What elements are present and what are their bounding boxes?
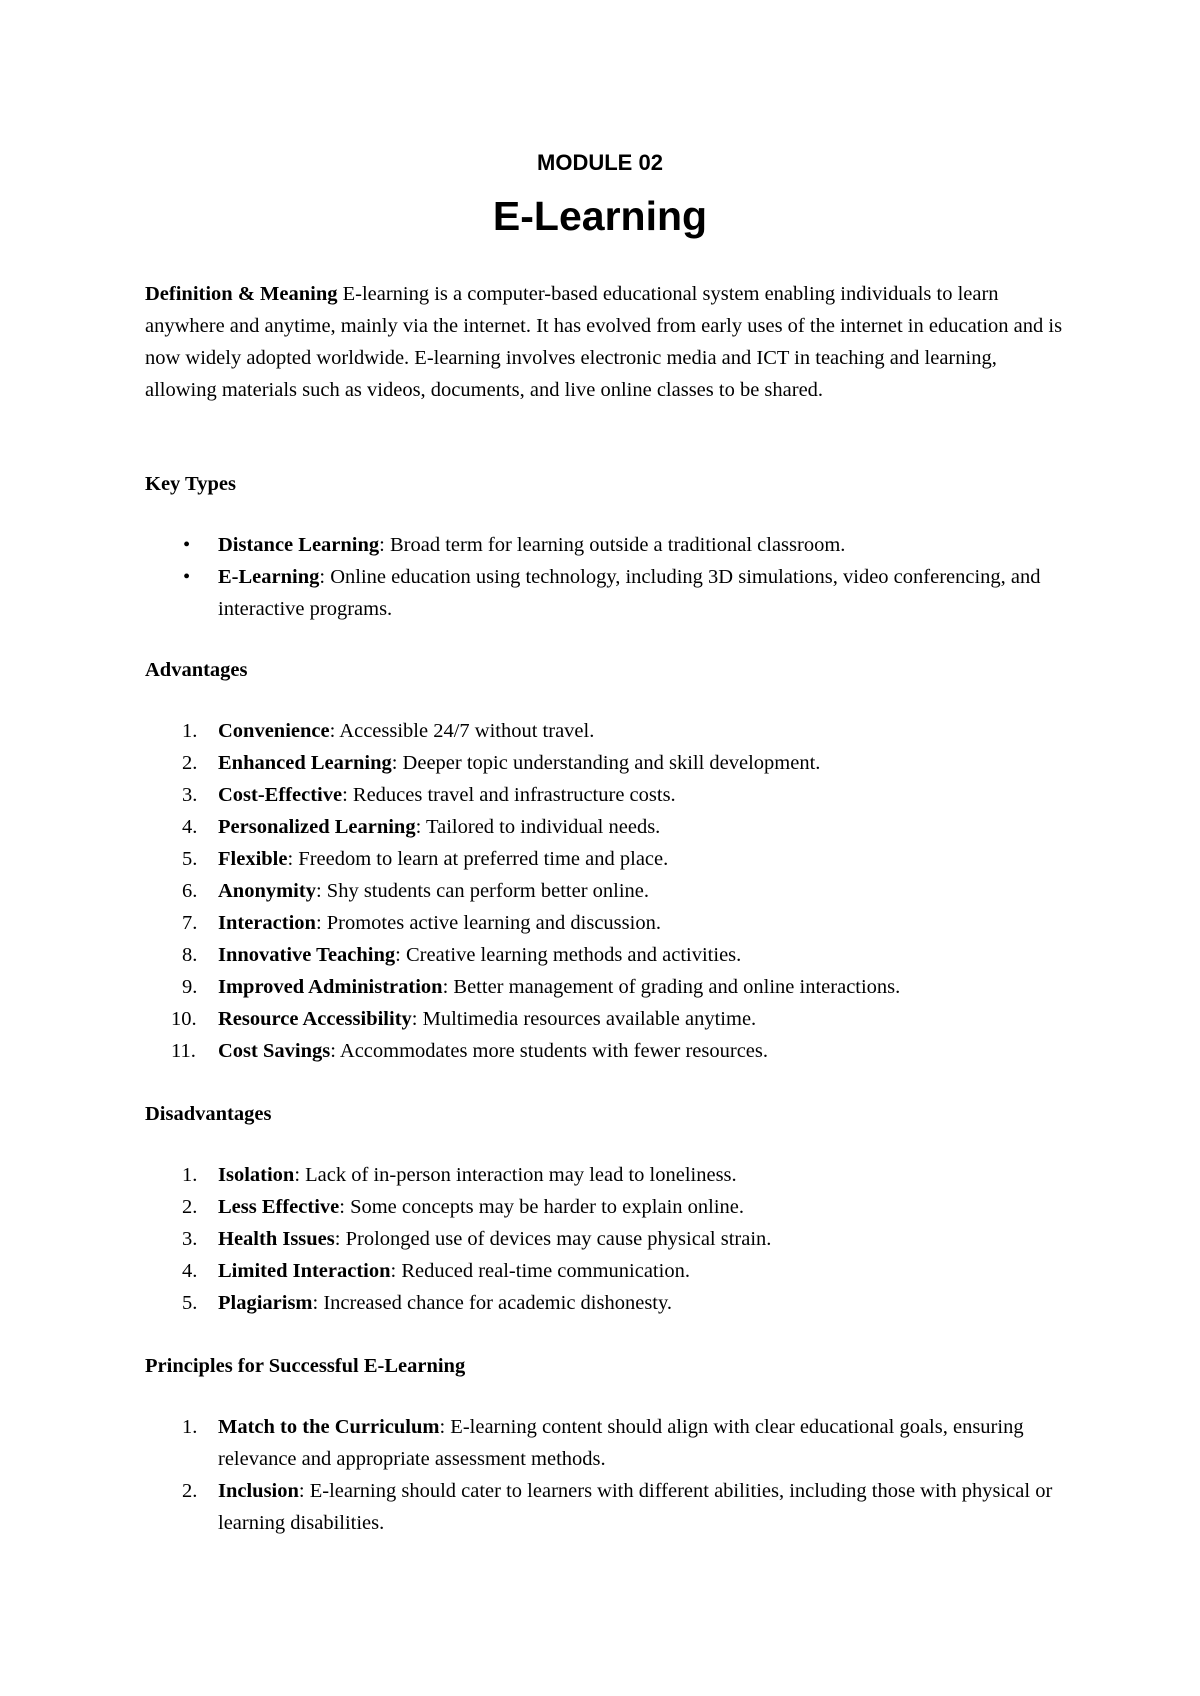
- list-item: [145, 1255, 1065, 1287]
- item-term: Enhanced Learning: [218, 752, 392, 774]
- item-text: : Reduced real-time communication.: [390, 1260, 690, 1282]
- item-text: : Online education using technology, including 3D simulations, video conferencing, and interactive programs.: [218, 566, 1041, 620]
- item-term: Flexible: [218, 848, 288, 870]
- item-text: : Accessible 24/7 without travel.: [329, 720, 595, 742]
- item-number: 2.: [182, 752, 198, 774]
- item-text: : Tailored to individual needs.: [415, 816, 661, 838]
- item-term: Health Issues: [218, 1228, 335, 1250]
- item-number: 5.: [182, 1292, 198, 1314]
- item-number: 1.: [182, 1164, 198, 1186]
- key-types-heading: Key Types: [145, 473, 236, 495]
- definition-text: E-learning is a computer-based educational system enabling individuals to learn anywhere and anytime, mainly via the internet. It has evolved from early uses of the internet in education and is now widely adopted worldwide. E-learning involves electronic media and ICT in teaching and learning, allowing materials such as videos, documents, and live online classes to be shared.: [145, 283, 1063, 401]
- definition-term: Definition & Meaning: [145, 283, 338, 305]
- item-term: Personalized Learning: [218, 816, 416, 838]
- definition-paragraph: [145, 278, 1065, 406]
- bullet-marker: •: [183, 566, 191, 588]
- item-text: : Broad term for learning outside a traditional classroom.: [379, 534, 846, 556]
- list-item: [145, 715, 1065, 747]
- list-item: [145, 1287, 1065, 1319]
- disadvantages-heading: Disadvantages: [145, 1103, 272, 1125]
- item-number: 3.: [182, 1228, 198, 1250]
- item-term: Improved Administration: [218, 976, 443, 998]
- list-item: [145, 1475, 1065, 1539]
- advantages-heading: Advantages: [145, 659, 248, 681]
- list-item: [145, 875, 1065, 907]
- item-term: Anonymity: [218, 880, 316, 902]
- item-term: Limited Interaction: [218, 1260, 391, 1282]
- list-item: [145, 1411, 1065, 1475]
- item-term: Isolation: [218, 1164, 295, 1186]
- item-text: : Deeper topic understanding and skill development.: [391, 752, 821, 774]
- item-term: Resource Accessibility: [218, 1008, 412, 1030]
- item-number: 1.: [182, 720, 198, 742]
- item-number: 2.: [182, 1480, 198, 1502]
- list-item: [145, 1003, 1065, 1035]
- item-number: 10.: [171, 1008, 197, 1030]
- list-item: [145, 779, 1065, 811]
- list-item: [145, 561, 1065, 625]
- item-text: : E-learning should cater to learners with different abilities, including those with physical or learning disabilities.: [218, 1480, 1053, 1534]
- list-item: [145, 971, 1065, 1003]
- item-number: 11.: [171, 1040, 196, 1062]
- item-number: 7.: [182, 912, 198, 934]
- list-item: [145, 907, 1065, 939]
- item-number: 5.: [182, 848, 198, 870]
- item-number: 4.: [182, 816, 198, 838]
- item-term: Distance Learning: [218, 534, 380, 556]
- item-text: : Lack of in-person interaction may lead to loneliness.: [294, 1164, 737, 1186]
- item-term: Inclusion: [218, 1480, 299, 1502]
- item-term: Match to the Curriculum: [218, 1416, 440, 1438]
- item-number: 6.: [182, 880, 198, 902]
- item-number: 3.: [182, 784, 198, 806]
- item-text: : Freedom to learn at preferred time and place.: [287, 848, 669, 870]
- item-text: : Accommodates more students with fewer resources.: [330, 1040, 768, 1062]
- item-term: Innovative Teaching: [218, 944, 396, 966]
- bullet-marker: •: [183, 534, 191, 556]
- item-text: : Some concepts may be harder to explain online.: [339, 1196, 745, 1218]
- item-text: : Shy students can perform better online.: [315, 880, 650, 902]
- advantages-list: [145, 715, 1065, 1067]
- item-text: : Reduces travel and infrastructure costs.: [342, 784, 676, 806]
- item-number: 4.: [182, 1260, 198, 1282]
- item-number: 1.: [182, 1416, 198, 1438]
- list-item: [145, 1159, 1065, 1191]
- item-text: : Increased chance for academic dishonesty.: [312, 1292, 673, 1314]
- module-label: MODULE 02: [537, 150, 663, 175]
- page-title: E-Learning: [492, 193, 708, 239]
- item-term: Cost-Effective: [218, 784, 343, 806]
- principles-heading: Principles for Successful E-Learning: [145, 1355, 466, 1377]
- list-item: [145, 529, 1065, 561]
- item-text: : Creative learning methods and activities.: [395, 944, 742, 966]
- list-item: [145, 1223, 1065, 1255]
- principles-list: [145, 1411, 1065, 1539]
- item-term: Plagiarism: [218, 1292, 313, 1314]
- list-item: [145, 1191, 1065, 1223]
- item-term: E-Learning: [218, 566, 320, 588]
- item-number: 9.: [182, 976, 198, 998]
- item-term: Cost Savings: [218, 1040, 331, 1062]
- disadvantages-list: [145, 1159, 1065, 1319]
- item-number: 8.: [182, 944, 198, 966]
- list-item: [145, 1035, 1065, 1067]
- list-item: [145, 843, 1065, 875]
- item-text: : Prolonged use of devices may cause physical strain.: [334, 1228, 772, 1250]
- item-text: : E-learning content should align with clear educational goals, ensuring relevance and appropriate assessment methods.: [218, 1416, 1024, 1470]
- item-term: Interaction: [218, 912, 316, 934]
- item-text: : Better management of grading and online interactions.: [442, 976, 901, 998]
- item-term: Less Effective: [218, 1196, 340, 1218]
- list-item: [145, 747, 1065, 779]
- item-text: : Multimedia resources available anytime.: [411, 1008, 757, 1030]
- item-number: 2.: [182, 1196, 198, 1218]
- key-types-list: [145, 529, 1065, 625]
- list-item: [145, 811, 1065, 843]
- item-text: : Promotes active learning and discussion.: [315, 912, 661, 934]
- item-term: Convenience: [218, 720, 330, 742]
- list-item: [145, 939, 1065, 971]
